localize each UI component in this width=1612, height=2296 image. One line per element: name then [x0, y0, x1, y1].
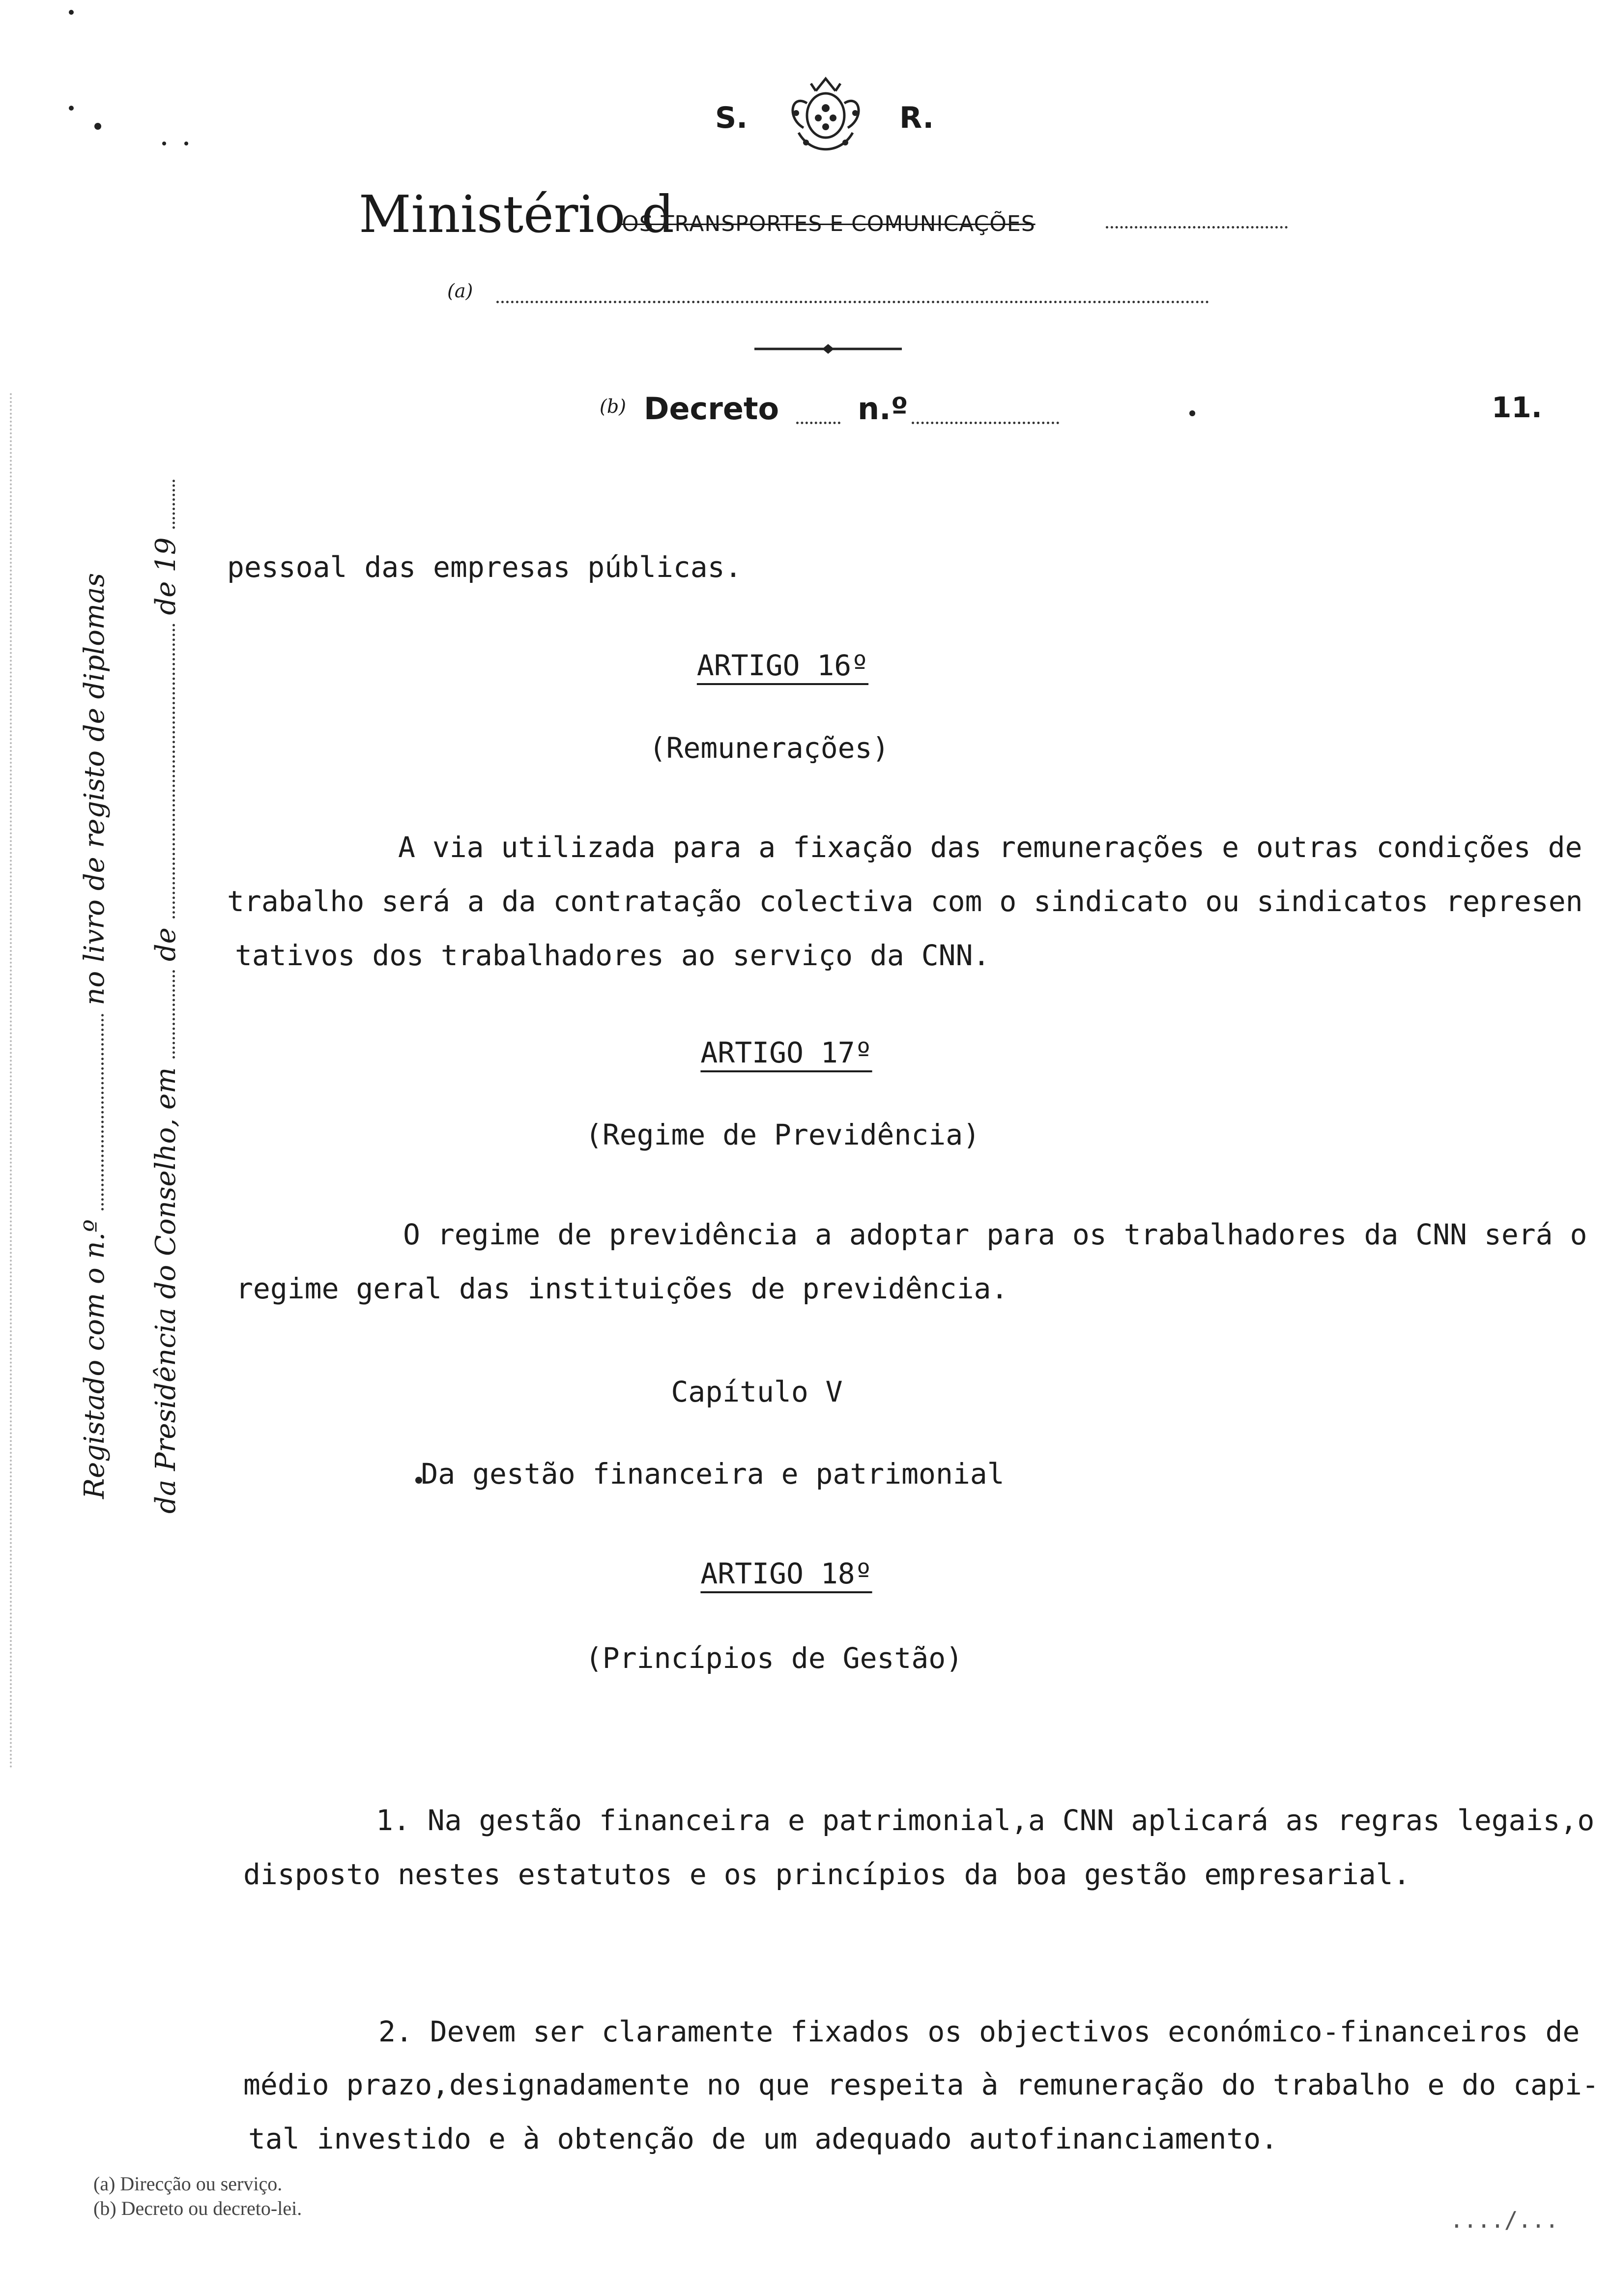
article-18-p1-line-1: 1. Na gestão financeira e patrimonial,a CNN aplicará as regras legais,o	[376, 1804, 1595, 1837]
article-16-subtitle: (Remunerações)	[649, 731, 890, 765]
article-18-title: ARTIGO 18º	[700, 1557, 872, 1590]
article-18-subtitle: (Princípios de Gestão)	[585, 1641, 963, 1675]
article-18-p2-line-3: tal investido e à obtenção de um adequado autofinanciamento.	[248, 2122, 1278, 2155]
margin-line2-prefix: da Presidência do Conselho, em	[150, 1067, 182, 1514]
chapter-heading	[0, 1375, 1612, 1408]
page-number: 11.	[1492, 391, 1542, 424]
speck	[1189, 410, 1195, 416]
label-a: (a)	[447, 280, 473, 302]
label-b: (b)	[600, 396, 626, 417]
chapter-subtitle: Da gestão financeira e patrimonial	[421, 1457, 1005, 1491]
continuation-mark: ..../...	[1450, 2207, 1559, 2233]
coat-of-arms-icon	[777, 74, 875, 165]
article-16-line-1: A via utilizada para a fixação das remunerações e outras condições de	[398, 831, 1583, 864]
margin-registration-line-2	[150, 480, 182, 1514]
margin-line1-suffix: no livro de registo de diplomas	[79, 573, 111, 1005]
decree-dotted-line	[796, 422, 840, 424]
header-letter-r: R.	[899, 101, 934, 135]
footnote-b: (b) Decreto ou decreto-lei.	[93, 2197, 302, 2219]
article-16-line-2: trabalho será a da contratação colectiva com o sindicato ou sindicatos represen	[227, 885, 1583, 918]
margin-line1-prefix: Registado com o n.º	[79, 1219, 111, 1499]
article-18-p2-line-2: médio prazo,designadamente no que respeita à remuneração do trabalho e do capi-	[243, 2068, 1599, 2101]
binding-edge-marks	[10, 393, 15, 1769]
margin-dotted-line	[173, 480, 175, 529]
speck	[162, 142, 166, 145]
article-17-line-2: regime geral das instituições de previdência.	[236, 1272, 1008, 1305]
article-17-heading	[0, 1036, 1612, 1069]
number-label: n.º	[858, 391, 908, 427]
decree-label: Decreto	[644, 391, 779, 427]
speck	[94, 123, 101, 130]
ornament-divider	[754, 344, 902, 349]
article-17-title: ARTIGO 17º	[700, 1036, 872, 1069]
article-18-p1-line-2: disposto nestes estatutos e os princípios da boa gestão empresarial.	[243, 1858, 1410, 1891]
ministry-prefix: Ministério d	[359, 184, 674, 244]
article-17-line-1: O regime de previdência a adoptar para os trabalhadores da CNN será o	[403, 1218, 1587, 1251]
article-18-p2-line-1: 2. Devem ser claramente fixados os objectivos económico-financeiros de	[378, 2015, 1580, 2048]
article-16-heading	[0, 649, 1612, 682]
ministry-name: OS TRANSPORTES E COMUNICAÇÕES	[622, 211, 1036, 236]
footnote-a: (a) Direcção ou serviço.	[93, 2173, 283, 2195]
chapter-subtitle-wrap	[0, 1457, 1612, 1491]
speck	[184, 142, 188, 145]
article-17-subtitle-wrap	[0, 1118, 1612, 1151]
margin-line2-suffix: de 19	[150, 537, 182, 615]
article-16-subtitle-wrap	[0, 731, 1612, 765]
speck	[69, 106, 74, 111]
number-dotted-line	[912, 422, 1059, 424]
article-17-subtitle: (Regime de Previdência)	[585, 1118, 980, 1151]
article-18-subtitle-wrap	[0, 1641, 1612, 1675]
article-16-title: ARTIGO 16º	[696, 649, 869, 682]
service-dotted-line	[496, 301, 1209, 303]
ministry-dotted-line	[1106, 226, 1288, 229]
margin-line2-mid: de	[150, 927, 182, 962]
header-letter-s: S.	[715, 101, 748, 135]
article-16-line-3: tativos dos trabalhadores ao serviço da CNN.	[235, 939, 990, 972]
chapter-title: Capítulo V	[671, 1375, 843, 1408]
intro-line: pessoal das empresas públicas.	[227, 550, 742, 584]
speck	[69, 10, 74, 15]
article-18-heading	[0, 1557, 1612, 1590]
